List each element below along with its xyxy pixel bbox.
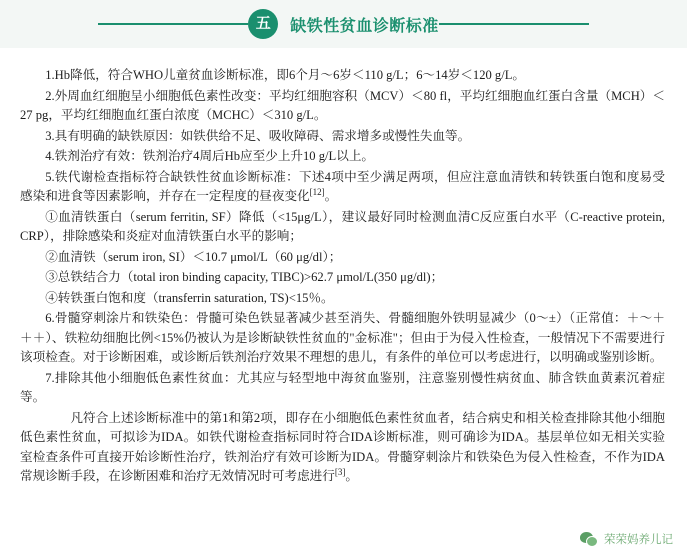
section-number-badge: 五: [248, 9, 278, 39]
header-rule-right: [439, 23, 589, 25]
criterion-5-sub-4: ④转铁蛋白饱和度（transferrin saturation, TS)<15％。: [45, 290, 334, 305]
document-header: [0, 0, 687, 48]
criterion-6: 6.骨髓穿刺涂片和铁染色：骨髓可染色铁显著减少甚至消失、骨髓细胞外铁明显减少（0～±）（正常值：＋～＋＋＋）、铁粒幼细胞比例<15%仍被认为是诊断缺铁性贫血的"金标准"；但由于为侵入性检查，一般情况下不需要进行该项检查。对于诊断困难，或诊断后铁剂治疗效果不理想的患儿，有条件的单位可以考虑进行，以明确或鉴别诊断。: [20, 311, 665, 364]
reference-mark-3: [3]: [334, 466, 346, 477]
wechat-icon: [580, 532, 598, 547]
criterion-5-sub-1: ①血清铁蛋白（serum ferritin, SF）降低（<15μg/L），建议最好同时检测血清C反应蛋白水平（C-reactive protein, CRP），排除感染和炎症对血清铁蛋白水平的影响；: [20, 209, 665, 243]
wechat-account-name: 荣荣妈养儿记: [604, 534, 673, 546]
page-title: 缺铁性贫血诊断标准: [290, 17, 439, 35]
wechat-account-chip[interactable]: [580, 531, 673, 547]
reference-mark-12: [12]: [309, 186, 325, 197]
criterion-5: 5.铁代谢检查指标符合缺铁性贫血诊断标准：下述4项中至少满足两项，但应注意血清铁和转铁蛋白饱和度易受感染和进食等因素影响，并存在一定程度的昼夜变化[12]。: [20, 169, 665, 203]
criterion-5-text: 5.铁代谢检查指标符合缺铁性贫血诊断标准：下述4项中至少满足两项，但应注意血清铁和转铁蛋白饱和度易受感染和进食等因素影响，并存在一定程度的昼夜变化: [20, 169, 665, 203]
header-rule-left: [98, 23, 248, 25]
criterion-5-sub-2: ②血清铁（serum iron, SI）＜10.7 μmol/L（60 μg/dl）；: [45, 249, 342, 264]
summary-suffix: 。: [345, 469, 358, 483]
criterion-4: 4.铁剂治疗有效：铁剂治疗4周后Hb应至少上升10 g/L以上。: [45, 149, 375, 163]
criterion-1: 1.Hb降低，符合WHO儿童贫血诊断标准，即6个月～6岁＜110 g/L；6～14岁＜120 g/L。: [45, 68, 526, 82]
criterion-5-sub-3: ③总铁结合力（total iron binding capacity, TIBC)>62.7 μmol/L(350 μg/dl)；: [45, 270, 444, 284]
header-inner: [248, 9, 439, 39]
document-body: [0, 48, 687, 487]
criterion-7: 7.排除其他小细胞低色素性贫血：尤其应与轻型地中海贫血鉴别，注意鉴别慢性病贫血、肺含铁血黄素沉着症等。: [20, 370, 665, 404]
summary-text: 凡符合上述诊断标准中的第1和第2项，即存在小细胞低色素性贫血者，结合病史和相关检查排除其他小细胞低色素性贫血，可拟诊为IDA。如铁代谢检查指标同时符合IDA诊断标准，则可确诊为IDA。基层单位如无相关实验室检查条件可直接开始诊断性治疗，铁剂治疗有效可诊断为IDA。骨髓穿刺涂片和铁染色为侵入性检查，不作为IDA常规诊断手段，在诊断困难和治疗无效情况时可考虑进行: [20, 410, 665, 483]
criterion-3: 3.具有明确的缺铁原因：如铁供给不足、吸收障碍、需求增多或慢性失血等。: [45, 128, 471, 143]
summary-paragraph: [20, 409, 665, 487]
document-footer: [0, 522, 687, 556]
criterion-2: 2.外周血红细胞呈小细胞低色素性改变：平均红细胞容积（MCV）＜80 fl，平均红细胞血红蛋白含量（MCH）＜27 pg，平均红细胞血红蛋白浓度（MCHC）＜310 g/L。: [20, 88, 665, 122]
